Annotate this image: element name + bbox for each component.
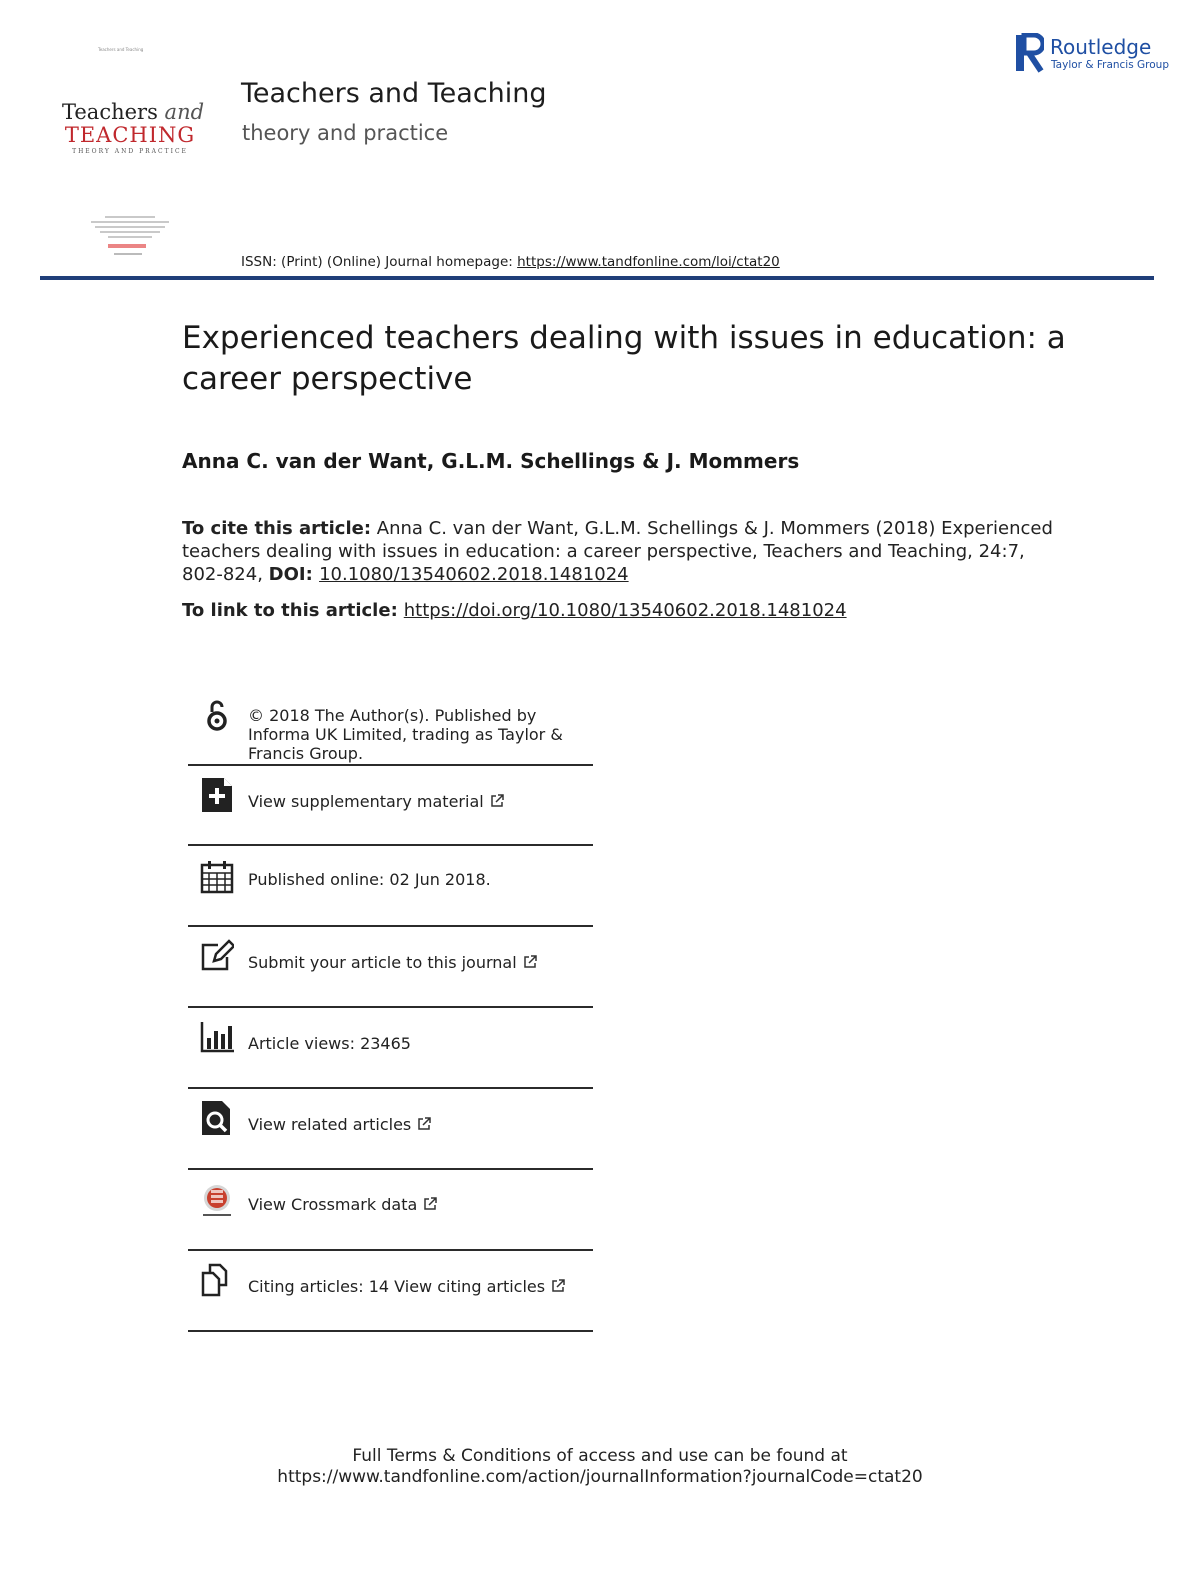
cover-logo-subtitle: THEORY AND PRACTICE [72,148,188,155]
journal-cover-logo [62,100,205,155]
submit-row[interactable] [188,927,593,1008]
cover-logo-word-teaching: TEACHING [64,123,196,147]
link-label: To link to this article: [182,600,398,621]
journal-subtitle: theory and practice [242,121,449,145]
terms-line: Full Terms & Conditions of access and use can be found at [352,1446,848,1466]
routledge-r-icon [1016,33,1044,73]
routledge-logo [1016,33,1169,75]
article-doi-url-link[interactable]: https://doi.org/10.1080/13540602.2018.1481024 [403,600,847,621]
citing-articles-icon [200,1263,234,1297]
article-views: Article views: 23465 [248,1034,411,1053]
bar-chart-icon [200,1020,234,1054]
related-articles-label: View related articles [248,1115,412,1134]
crossmark-link[interactable] [248,1195,593,1214]
external-link-icon [551,1278,566,1293]
license-text: © 2018 The Author(s). Published by Informa UK Limited, trading as Taylor & Francis Group. [248,706,563,763]
journal-homepage-link[interactable]: https://www.tandfonline.com/loi/ctat20 [517,254,780,270]
external-link-icon [523,954,538,969]
cover-tiny-text: Teachers and Teaching [98,47,144,52]
crossmark-row[interactable] [188,1170,593,1251]
citing-articles-label: Citing articles: 14 View citing articles [248,1277,546,1296]
journal-title: Teachers and Teaching [241,78,547,109]
article-info-list [188,696,593,1332]
citation-block [182,517,1062,586]
published-row [188,846,593,927]
supplementary-row[interactable] [188,766,593,846]
open-access-icon [200,698,234,732]
cover-publisher-mark [108,244,146,248]
citing-articles-link[interactable] [248,1277,593,1296]
supplementary-link[interactable] [248,792,593,811]
external-link-icon [417,1116,432,1131]
edit-icon [200,939,234,973]
related-row[interactable] [188,1089,593,1170]
calendar-icon [200,860,234,894]
article-title: Experienced teachers dealing with issues in education: a career perspective [182,320,1066,397]
submit-article-label: Submit your article to this journal [248,953,517,972]
cover-small-print [88,216,172,241]
cover-logo-word-teachers: Teachers [62,100,158,124]
terms-footer [0,1446,1200,1488]
external-link-icon [490,793,505,808]
publisher-name: Routledge [1050,35,1152,59]
crossmark-label: View Crossmark data [248,1195,418,1214]
doi-link[interactable]: 10.1080/13540602.2018.1481024 [319,564,629,585]
crossmark-icon [200,1184,234,1218]
supplementary-file-icon [200,778,234,812]
doi-label: DOI: [268,564,320,585]
cite-label: To cite this article: [182,518,372,539]
open-access-row [188,696,593,766]
citing-row[interactable] [188,1251,593,1332]
article-authors: Anna C. van der Want, G.L.M. Schellings & J. Mommers [182,449,800,473]
header-rule [40,276,1154,280]
external-link-icon [423,1196,438,1211]
supplementary-label: View supplementary material [248,792,484,811]
search-document-icon [200,1101,234,1135]
published-date: Published online: 02 Jun 2018. [248,870,491,889]
cover-logo-word-and: and [164,100,205,124]
publisher-group: Taylor & Francis Group [1051,59,1169,71]
issn-line [241,254,780,270]
terms-url-link[interactable]: https://www.tandfonline.com/action/journalInformation?journalCode=ctat20 [277,1467,923,1487]
article-link-line [182,600,847,621]
submit-article-link[interactable] [248,953,593,972]
views-row [188,1008,593,1089]
issn-prefix: ISSN: (Print) (Online) Journal homepage: [241,254,518,270]
cover-small-rule [114,253,142,255]
related-articles-link[interactable] [248,1115,593,1134]
cite-text: Anna C. van der Want, G.L.M. Schellings & J. Mommers (2018) Experienced teachers dealing with issues in education: a career perspective, Teachers and Teaching, 24:7, 802-824, [182,518,1053,585]
